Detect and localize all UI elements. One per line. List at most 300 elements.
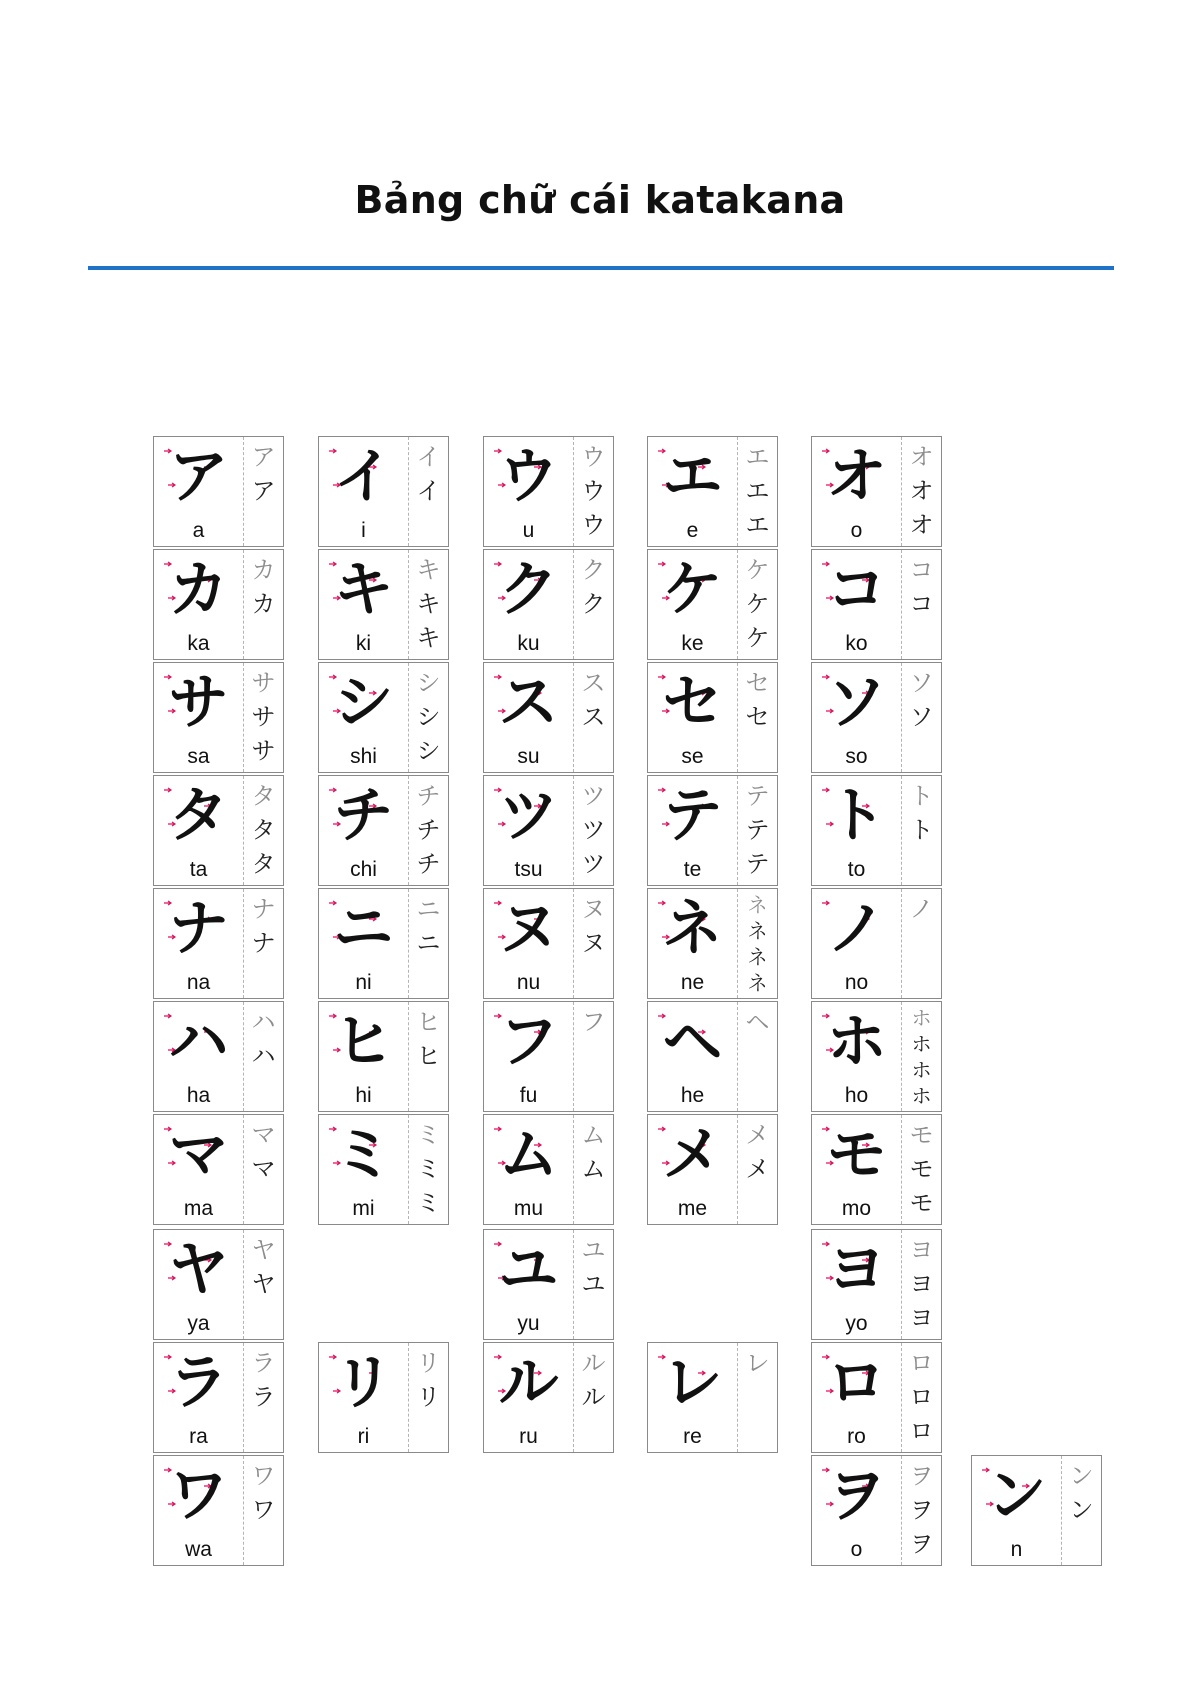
kana-cell-shi (318, 662, 449, 773)
romaji-label: ta (189, 858, 208, 881)
practice-glyph: メ (745, 1121, 770, 1149)
romaji-label: o (850, 1538, 863, 1561)
kana-cell-chi (318, 775, 449, 886)
romaji-label: nu (516, 971, 541, 994)
kana-cell-tsu (483, 775, 614, 886)
romaji-label: sa (187, 745, 210, 768)
practice-column (409, 1118, 448, 1222)
romaji-label: mu (513, 1197, 544, 1220)
kana-cell-sa (153, 662, 284, 773)
practice-glyph: ネ (747, 945, 768, 969)
kana-cell-so (811, 662, 942, 773)
kana-main-panel (154, 1343, 244, 1452)
practice-glyph: ロ (909, 1349, 934, 1377)
romaji-label: ha (186, 1084, 211, 1107)
practice-glyph: ヨ (909, 1270, 934, 1298)
kana-character: ム (498, 1120, 559, 1190)
practice-glyph: ヲ (909, 1496, 934, 1524)
practice-column (574, 779, 613, 883)
kana-character: カ (168, 555, 229, 625)
practice-column (244, 1459, 283, 1563)
romaji-label: ke (681, 632, 704, 655)
practice-column (409, 666, 448, 770)
practice-glyph: ソ (909, 703, 934, 731)
kana-character: ト (826, 781, 887, 851)
practice-glyph: エ (745, 511, 770, 539)
kana-main-panel (154, 1456, 244, 1565)
practice-column (574, 1346, 613, 1450)
romaji-label: ma (183, 1197, 214, 1220)
practice-glyph: ア (251, 443, 276, 471)
kana-character: ク (498, 555, 559, 625)
romaji-label: ni (355, 971, 372, 994)
romaji-label: shi (350, 745, 377, 768)
kana-cell-ko (811, 549, 942, 660)
kana-character: モ (826, 1120, 887, 1190)
kana-character: セ (662, 668, 723, 738)
practice-glyph: エ (745, 443, 770, 471)
kana-character: チ (333, 781, 394, 851)
kana-character: ツ (498, 781, 559, 851)
practice-column (244, 1118, 283, 1222)
practice-glyph: ヘ (745, 1008, 770, 1036)
kana-cell-ho (811, 1001, 942, 1112)
kana-character: レ (662, 1348, 723, 1418)
kana-cell-na (153, 888, 284, 999)
kana-cell-to (811, 775, 942, 886)
practice-glyph: ミ (416, 1189, 441, 1217)
practice-column (409, 553, 448, 657)
romaji-label: wa (185, 1538, 212, 1561)
practice-glyph: マ (251, 1121, 276, 1149)
practice-glyph: ム (581, 1121, 606, 1149)
practice-glyph: ハ (251, 1008, 276, 1036)
kana-cell-ro (811, 1342, 942, 1453)
practice-glyph: ム (581, 1155, 606, 1183)
practice-glyph: ク (581, 590, 606, 618)
kana-character: ヌ (498, 894, 559, 964)
practice-column (574, 1005, 613, 1109)
practice-glyph: ヒ (416, 1042, 441, 1070)
practice-glyph: サ (251, 669, 276, 697)
kana-main-panel (812, 1456, 902, 1565)
kana-cell-no (811, 888, 942, 999)
kana-character: ノ (826, 894, 887, 964)
practice-column (738, 666, 777, 770)
kana-character: キ (333, 555, 394, 625)
romaji-label: o (850, 519, 863, 542)
kana-cell-ma (153, 1114, 284, 1225)
romaji-label: hi (355, 1084, 372, 1107)
practice-glyph: コ (909, 556, 934, 584)
practice-column (902, 1118, 941, 1222)
practice-glyph: ヨ (909, 1236, 934, 1264)
kana-character: ヨ (826, 1235, 887, 1305)
practice-column (244, 553, 283, 657)
practice-glyph: ワ (251, 1496, 276, 1524)
kana-character: ワ (168, 1461, 229, 1531)
kana-main-panel (812, 550, 902, 659)
kana-cell-yo (811, 1229, 942, 1340)
kana-main-panel (484, 1002, 574, 1111)
practice-column (409, 440, 448, 544)
kana-cell-ri (318, 1342, 449, 1453)
practice-glyph: ユ (581, 1236, 606, 1264)
romaji-label: me (677, 1197, 708, 1220)
practice-glyph: タ (251, 816, 276, 844)
kana-main-panel (648, 889, 738, 998)
kana-main-panel (319, 1115, 409, 1224)
kana-character: ソ (826, 668, 887, 738)
romaji-label: fu (519, 1084, 538, 1107)
kana-main-panel (319, 1343, 409, 1452)
practice-glyph: ニ (416, 895, 441, 923)
romaji-label: no (844, 971, 869, 994)
practice-glyph: ル (581, 1383, 606, 1411)
romaji-label: yu (517, 1312, 540, 1335)
kana-cell-nu (483, 888, 614, 999)
practice-column (738, 1118, 777, 1222)
kana-cell-ru (483, 1342, 614, 1453)
practice-glyph: リ (416, 1349, 441, 1377)
kana-character: タ (168, 781, 229, 851)
kana-main-panel (484, 1343, 574, 1452)
kana-main-panel (648, 550, 738, 659)
practice-column (738, 779, 777, 883)
practice-glyph: ユ (581, 1270, 606, 1298)
kana-main-panel (972, 1456, 1062, 1565)
romaji-label: ru (519, 1425, 538, 1448)
kana-character: テ (662, 781, 723, 851)
practice-glyph: テ (745, 850, 770, 878)
practice-column (574, 553, 613, 657)
romaji-label: chi (350, 858, 377, 881)
kana-main-panel (812, 1343, 902, 1452)
kana-main-panel (812, 437, 902, 546)
practice-glyph: ホ (911, 1058, 932, 1082)
practice-glyph: キ (416, 556, 441, 584)
kana-cell-yu (483, 1229, 614, 1340)
practice-glyph: サ (251, 737, 276, 765)
kana-main-panel (319, 776, 409, 885)
practice-glyph: シ (416, 737, 441, 765)
practice-glyph: ツ (581, 816, 606, 844)
kana-main-panel (648, 663, 738, 772)
romaji-label: n (1010, 1538, 1023, 1561)
practice-glyph: フ (581, 1008, 606, 1036)
kana-main-panel (812, 1230, 902, 1339)
kana-character: ケ (662, 555, 723, 625)
practice-glyph: テ (745, 816, 770, 844)
kana-cell-o (811, 436, 942, 547)
kana-character: フ (498, 1007, 559, 1077)
kana-main-panel (812, 663, 902, 772)
kana-main-panel (154, 1002, 244, 1111)
kana-cell-ku (483, 549, 614, 660)
kana-main-panel (648, 437, 738, 546)
practice-glyph: ウ (581, 511, 606, 539)
kana-cell-n (971, 1455, 1102, 1566)
kana-main-panel (319, 1002, 409, 1111)
practice-column (409, 1346, 448, 1450)
kana-character: ン (986, 1461, 1047, 1531)
practice-glyph: セ (745, 703, 770, 731)
kana-main-panel (319, 889, 409, 998)
practice-glyph: ラ (251, 1383, 276, 1411)
practice-glyph: ネ (747, 919, 768, 943)
kana-main-panel (154, 550, 244, 659)
kana-main-panel (484, 1230, 574, 1339)
kana-character: サ (168, 668, 229, 738)
kana-cell-a (153, 436, 284, 547)
kana-cell-ni (318, 888, 449, 999)
practice-glyph: ネ (747, 893, 768, 917)
kana-character: コ (826, 555, 887, 625)
kana-character: リ (333, 1348, 394, 1418)
kana-character: ヲ (826, 1461, 887, 1531)
practice-column (902, 440, 941, 544)
practice-column (902, 1346, 941, 1450)
practice-column (902, 1005, 941, 1109)
kana-main-panel (648, 776, 738, 885)
practice-glyph: ス (581, 669, 606, 697)
practice-column (738, 553, 777, 657)
practice-column (409, 892, 448, 996)
practice-glyph: シ (416, 669, 441, 697)
kana-main-panel (648, 1115, 738, 1224)
kana-character: ネ (662, 894, 723, 964)
kana-cell-te (647, 775, 778, 886)
kana-cell-re (647, 1342, 778, 1453)
practice-column (574, 1118, 613, 1222)
kana-cell-su (483, 662, 614, 773)
practice-column (902, 892, 941, 996)
romaji-label: so (845, 745, 868, 768)
kana-character: ニ (333, 894, 394, 964)
kana-cell-mu (483, 1114, 614, 1225)
practice-column (902, 666, 941, 770)
practice-column (244, 1005, 283, 1109)
romaji-label: e (686, 519, 699, 542)
kana-cell-wa (153, 1455, 284, 1566)
practice-glyph: リ (416, 1383, 441, 1411)
practice-glyph: ヌ (581, 895, 606, 923)
romaji-label: na (186, 971, 211, 994)
practice-glyph: ン (1069, 1462, 1094, 1490)
romaji-label: yo (845, 1312, 868, 1335)
kana-cell-se (647, 662, 778, 773)
practice-glyph: ヤ (251, 1236, 276, 1264)
kana-character: ラ (168, 1348, 229, 1418)
romaji-label: ko (845, 632, 868, 655)
practice-glyph: ニ (416, 929, 441, 957)
practice-glyph: レ (745, 1349, 770, 1377)
practice-glyph: タ (251, 782, 276, 810)
practice-glyph: モ (909, 1155, 934, 1183)
practice-column (244, 1233, 283, 1337)
kana-main-panel (812, 1002, 902, 1111)
practice-glyph: ミ (416, 1121, 441, 1149)
practice-column (244, 892, 283, 996)
romaji-label: ka (187, 632, 210, 655)
practice-glyph: キ (416, 590, 441, 618)
kana-main-panel (648, 1343, 738, 1452)
kana-character: ヤ (168, 1235, 229, 1305)
practice-glyph: タ (251, 850, 276, 878)
kana-cell-ra (153, 1342, 284, 1453)
practice-glyph: ワ (251, 1462, 276, 1490)
practice-glyph: オ (909, 477, 934, 505)
kana-main-panel (154, 1230, 244, 1339)
practice-glyph: ヌ (581, 929, 606, 957)
practice-glyph: ホ (911, 1006, 932, 1030)
kana-main-panel (154, 437, 244, 546)
kana-main-panel (319, 437, 409, 546)
practice-glyph: ノ (909, 895, 934, 923)
romaji-label: ra (189, 1425, 208, 1448)
kana-character: ロ (826, 1348, 887, 1418)
romaji-label: ro (847, 1425, 866, 1448)
kana-character: ス (498, 668, 559, 738)
romaji-label: tsu (514, 858, 543, 881)
kana-character: メ (662, 1120, 723, 1190)
kana-character: マ (168, 1120, 229, 1190)
kana-cell-hi (318, 1001, 449, 1112)
romaji-label: ne (680, 971, 705, 994)
romaji-label: ku (517, 632, 540, 655)
kana-main-panel (154, 663, 244, 772)
practice-glyph: ロ (909, 1417, 934, 1445)
kana-main-panel (154, 1115, 244, 1224)
practice-column (738, 892, 777, 996)
kana-main-panel (812, 1115, 902, 1224)
practice-glyph: ヤ (251, 1270, 276, 1298)
practice-glyph: ク (581, 556, 606, 584)
practice-glyph: ロ (909, 1383, 934, 1411)
practice-glyph: チ (416, 816, 441, 844)
kana-character: イ (333, 442, 394, 512)
kana-cell-me (647, 1114, 778, 1225)
practice-glyph: ヒ (416, 1008, 441, 1036)
practice-column (738, 1005, 777, 1109)
kana-main-panel (648, 1002, 738, 1111)
practice-column (409, 1005, 448, 1109)
kana-main-panel (154, 889, 244, 998)
kana-main-panel (154, 776, 244, 885)
practice-glyph: ト (909, 816, 934, 844)
romaji-label: he (680, 1084, 705, 1107)
kana-cell-mi (318, 1114, 449, 1225)
practice-glyph: ル (581, 1349, 606, 1377)
kana-character: ヘ (662, 1007, 723, 1077)
practice-glyph: チ (416, 782, 441, 810)
romaji-label: ki (355, 632, 372, 655)
practice-column (574, 666, 613, 770)
practice-column (902, 553, 941, 657)
kana-cell-o (811, 1455, 942, 1566)
kana-character: オ (826, 442, 887, 512)
practice-glyph: ヲ (909, 1462, 934, 1490)
kana-cell-ta (153, 775, 284, 886)
romaji-label: u (522, 519, 535, 542)
kana-cell-e (647, 436, 778, 547)
practice-glyph: セ (745, 669, 770, 697)
practice-glyph: ホ (911, 1084, 932, 1108)
kana-character: ユ (498, 1235, 559, 1305)
kana-character: ナ (168, 894, 229, 964)
practice-glyph: ン (1069, 1496, 1094, 1524)
kana-character: シ (333, 668, 394, 738)
romaji-label: mo (841, 1197, 872, 1220)
romaji-label: a (192, 519, 205, 542)
practice-glyph: ケ (745, 590, 770, 618)
kana-cell-u (483, 436, 614, 547)
practice-glyph: ネ (747, 971, 768, 995)
romaji-label: i (361, 519, 366, 542)
practice-glyph: イ (416, 477, 441, 505)
practice-column (244, 1346, 283, 1450)
practice-glyph: メ (745, 1155, 770, 1183)
romaji-label: ri (357, 1425, 370, 1448)
practice-glyph: ケ (745, 556, 770, 584)
kana-character: ヒ (333, 1007, 394, 1077)
romaji-label: su (517, 745, 540, 768)
practice-glyph: コ (909, 590, 934, 618)
kana-character: ウ (498, 442, 559, 512)
practice-glyph: ツ (581, 782, 606, 810)
romaji-label: te (683, 858, 702, 881)
practice-glyph: ナ (251, 929, 276, 957)
practice-column (244, 779, 283, 883)
kana-cell-fu (483, 1001, 614, 1112)
practice-glyph: チ (416, 850, 441, 878)
practice-column (902, 1459, 941, 1563)
practice-column (902, 1233, 941, 1337)
practice-column (738, 1346, 777, 1450)
practice-glyph: オ (909, 443, 934, 471)
kana-cell-mo (811, 1114, 942, 1225)
practice-glyph: ツ (581, 850, 606, 878)
practice-column (244, 666, 283, 770)
kana-character: ミ (333, 1120, 394, 1190)
kana-main-panel (484, 437, 574, 546)
practice-column (574, 892, 613, 996)
practice-glyph: ラ (251, 1349, 276, 1377)
kana-character: エ (662, 442, 723, 512)
kana-main-panel (484, 663, 574, 772)
practice-glyph: ケ (745, 624, 770, 652)
practice-glyph: ハ (251, 1042, 276, 1070)
kana-character: ル (498, 1348, 559, 1418)
romaji-label: re (683, 1425, 702, 1448)
romaji-label: mi (352, 1197, 375, 1220)
romaji-label: ho (844, 1084, 869, 1107)
practice-glyph: エ (745, 477, 770, 505)
kana-cell-ya (153, 1229, 284, 1340)
practice-glyph: ス (581, 703, 606, 731)
practice-column (574, 1233, 613, 1337)
kana-cell-he (647, 1001, 778, 1112)
kana-cell-ha (153, 1001, 284, 1112)
practice-glyph: キ (416, 624, 441, 652)
practice-column (902, 779, 941, 883)
romaji-label: se (681, 745, 704, 768)
practice-glyph: ホ (911, 1032, 932, 1056)
practice-glyph: ミ (416, 1155, 441, 1183)
practice-glyph: ウ (581, 477, 606, 505)
practice-column (1062, 1459, 1101, 1563)
romaji-label: ya (187, 1312, 210, 1335)
